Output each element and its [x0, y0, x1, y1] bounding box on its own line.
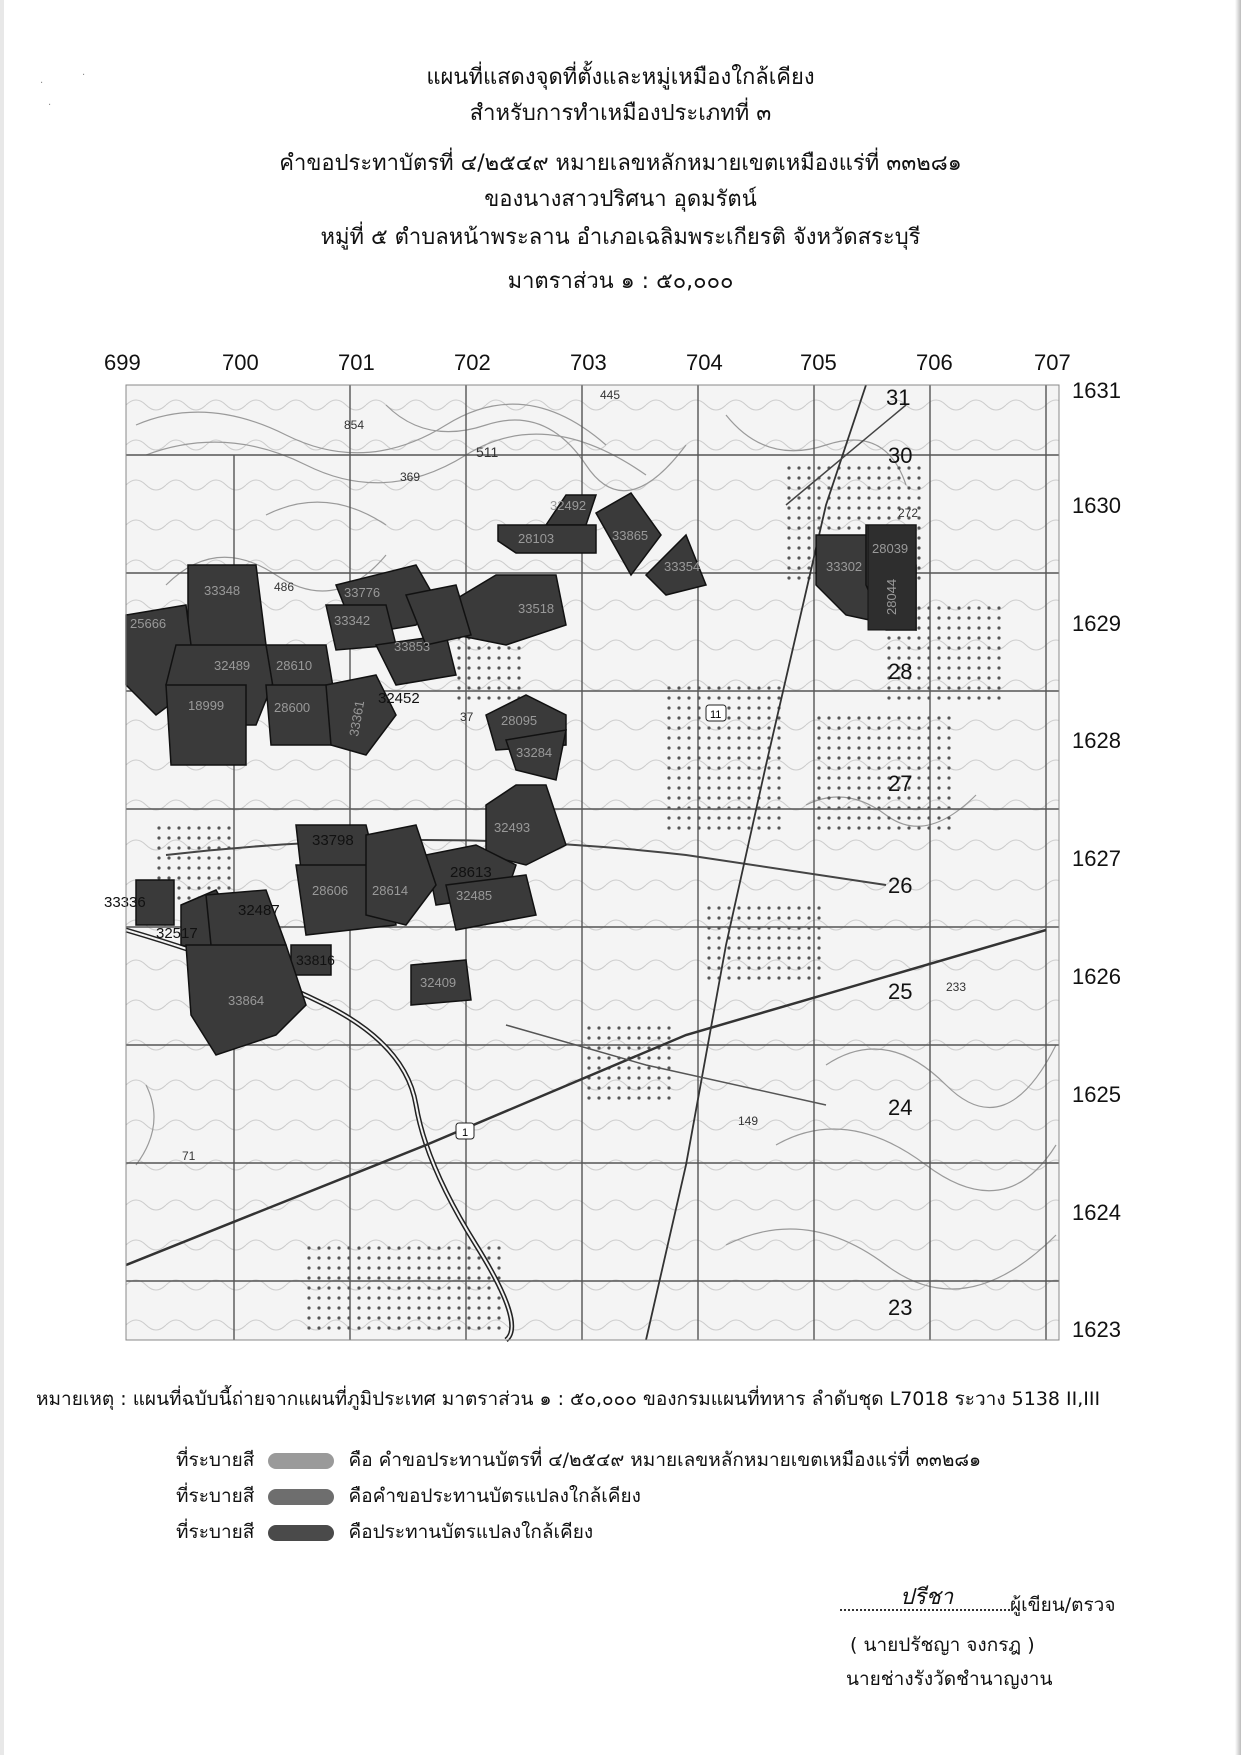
legend-prefix: ที่ระบายสี [176, 1521, 255, 1543]
grid-x-label: 702 [454, 350, 491, 375]
label-33284: 33284 [516, 745, 553, 760]
route-label: 11 [710, 709, 722, 721]
grid-y-label: 1624 [1072, 1200, 1121, 1225]
grid-y-label: 1623 [1072, 1317, 1121, 1342]
label-33816: 33816 [296, 952, 335, 968]
scale-text: มาตราส่วน ๑ : ๕๐,๐๐๐ [507, 269, 734, 294]
signature-role: ผู้เขียน/ตรวจ [1010, 1594, 1116, 1616]
mining-type-line: สำหรับการทำเหมืองประเภทที่ ๓ [469, 101, 772, 126]
label-28103: 28103 [518, 531, 555, 546]
parcel-18999[interactable] [166, 685, 246, 765]
inner-label: 26 [888, 873, 913, 898]
label-28606: 28606 [312, 883, 349, 898]
label-33853: 33853 [394, 639, 431, 654]
signer-position: นายช่างรังวัดชำนาญงาน [846, 1668, 1053, 1690]
label-28610: 28610 [276, 658, 313, 673]
spot-height: 854 [344, 418, 365, 432]
grid-y-label: 1630 [1072, 493, 1121, 518]
label-32517: 32517 [156, 925, 198, 942]
label-28613: 28613 [450, 864, 492, 881]
spot-height: 445 [600, 388, 621, 402]
grid-x-label: 700 [222, 350, 259, 375]
label-32492: 32492 [550, 498, 587, 513]
label-33361: 33361 [346, 699, 368, 738]
label-32489: 32489 [214, 658, 251, 673]
spot-height: 149 [738, 1114, 759, 1128]
label-33865: 33865 [612, 528, 649, 543]
label-32452: 32452 [378, 690, 420, 707]
grid-x-label: 699 [104, 350, 141, 375]
route-label: 1 [462, 1127, 469, 1139]
inner-label: 24 [888, 1095, 913, 1120]
scan-speck: · [40, 78, 44, 89]
inner-label: 23 [888, 1295, 913, 1320]
inner-label: 30 [888, 443, 913, 468]
grid-x-label: 703 [570, 350, 607, 375]
inner-label: 28 [888, 659, 913, 684]
label-33342: 33342 [334, 613, 371, 628]
label-28095: 28095 [501, 713, 538, 728]
label-28614: 28614 [372, 883, 409, 898]
legend-swatch [268, 1489, 334, 1505]
applicant-line: ของนางสาวปริศนา อุดมรัตน์ [484, 187, 757, 212]
legend-item-application [176, 1445, 981, 1475]
legend-item-nearby-concessions [176, 1517, 593, 1547]
label-32493: 32493 [494, 820, 531, 835]
label-28600: 28600 [274, 700, 311, 715]
legend-text: คือ คำขอประทานบัตรที่ ๔/๒๕๔๙ หมายเลขหลักหมายเขตเหมืองแร่ที่ ๓๓๒๘๑ [348, 1449, 982, 1471]
grid-x-label: 707 [1034, 350, 1071, 375]
label-33336: 33336 [104, 894, 146, 911]
topographic-map [104, 385, 1059, 1340]
label-18999: 18999 [188, 698, 225, 713]
label-33302: 33302 [826, 559, 863, 574]
label-32485: 32485 [456, 888, 493, 903]
spot-height: 272 [898, 506, 919, 520]
grid-x-label: 704 [686, 350, 723, 375]
inner-label: 25 [888, 979, 913, 1004]
label-28039: 28039 [872, 541, 909, 556]
map-title: แผนที่แสดงจุดที่ตั้งและหมู่เหมืองใกล้เคียง [426, 65, 815, 90]
inner-label: 31 [886, 385, 911, 410]
grid-x-label: 706 [916, 350, 953, 375]
scale-line [0, 264, 1241, 300]
label-28044: 28044 [884, 578, 899, 615]
scan-speck: · [82, 70, 86, 81]
spot-height: 37 [460, 710, 474, 724]
legend-text: คือประทานบัตรแปลงใกล้เคียง [348, 1521, 594, 1543]
application-line: คำขอประทาบัตรที่ ๔/๒๕๔๙ หมายเลขหลักหมายเขตเหมืองแร่ที่ ๓๓๒๘๑ [279, 151, 962, 176]
spot-height: 369 [400, 470, 421, 484]
legend-prefix: ที่ระบายสี [176, 1485, 255, 1507]
spot-height: 486 [274, 580, 295, 594]
spot-height: 71 [182, 1149, 196, 1163]
signature-line [840, 1585, 1010, 1611]
handwritten-signature: ปรีชา [900, 1585, 954, 1610]
grid-y-label: 1626 [1072, 964, 1121, 989]
legend-swatch [268, 1453, 334, 1469]
grid-x-label: 705 [800, 350, 837, 375]
legend-text: คือคำขอประทานบัตรแปลงใกล้เคียง [348, 1485, 641, 1507]
map-source-note: หมายเหตุ : แผนที่ฉบับนี้ถ่ายจากแผนที่ภูมิประเทศ มาตราส่วน ๑ : ๕๐,๐๐๐ ของกรมแผนที่ทหาร ลำดับชุด L7018 ระวาง 5138 II,III [36, 1388, 1101, 1410]
legend-swatch [268, 1525, 334, 1541]
label-33798: 33798 [312, 832, 354, 849]
label-33518: 33518 [518, 601, 555, 616]
grid-y-label: 1625 [1072, 1082, 1121, 1107]
spot-height: 511 [476, 444, 499, 460]
location-line: หมู่ที่ ๕ ตำบลหน้าพระลาน อำเภอเฉลิมพระเกียรติ จังหวัดสระบุรี [320, 225, 921, 250]
legend-item-nearby-applications [176, 1481, 641, 1511]
label-33864: 33864 [228, 993, 265, 1008]
spot-height: 233 [946, 980, 967, 994]
label-32409: 32409 [420, 975, 457, 990]
grid-y-label: 1627 [1072, 846, 1121, 871]
label-33354: 33354 [664, 559, 701, 574]
grid-y-label: 1629 [1072, 611, 1121, 636]
legend-prefix: ที่ระบายสี [176, 1449, 255, 1471]
label-33776: 33776 [344, 585, 381, 600]
inner-label: 27 [888, 771, 913, 796]
scan-speck: · [48, 100, 52, 111]
signer-name: ( นายปรัชญา จงกรฎ ) [850, 1634, 1035, 1656]
label-33348: 33348 [204, 583, 241, 598]
label-32487: 32487 [238, 902, 280, 919]
grid-y-label: 1631 [1072, 378, 1121, 403]
grid-y-label: 1628 [1072, 728, 1121, 753]
signature-block [840, 1585, 1116, 1620]
grid-x-label: 701 [338, 350, 375, 375]
label-25666: 25666 [130, 616, 167, 631]
